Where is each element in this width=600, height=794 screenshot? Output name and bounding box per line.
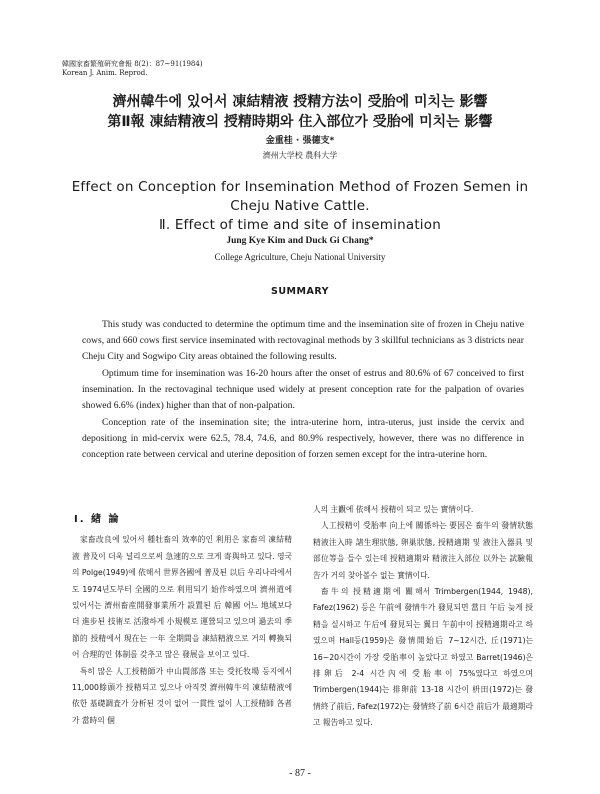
right-paragraph-2: 人工授精이 受胎率 向上에 關係하는 要因은 畜牛의 發情狀態 精液注入時 諸生理狀態, 卵巢狀態, 授精適期 및 液注入器具 및 部位等을 들수 있는데 授精適期와 精液注入部位 以外는 試驗報告가 거의 찾아볼수 없는 實情이다. (313, 521, 533, 580)
english-title-line-1: Effect on Conception for Insemination Method of Frozen Semen in (71, 179, 529, 195)
summary-paragraph-3: Conception rate of the insemination site; the intra-uterine horn, intra-uterus, just inside the cervix and depositiong in mid-cervix were 62.5, 78.4, 74.6, and 80.9% respectively, however, there was no difference in conception rate between cervical and uterine deposition of forzen semen except for the intra-uterine horn. (82, 417, 524, 460)
english-affiliation: College Agriculture, Cheju National University (214, 252, 386, 262)
journal-citation: 韓國家畜繁殖硏究會報 8(2)：87~91(1984) (62, 60, 203, 68)
summary-paragraph-2: Optimum time for insemination was 16-20 hours after the onset of estrus and 80.6% of 67 conceived to first insemination. In the rectovaginal technique used widely at present conception rate for the palpation of ovaries showed 6.6% (index) higher than that of non-palpation. (82, 368, 524, 411)
summary-heading: SUMMARY (271, 286, 329, 297)
korean-title (0, 92, 600, 132)
section-heading-introduction: Ⅰ. 緖 論 (74, 514, 121, 525)
left-column (72, 512, 292, 729)
right-paragraph-3: 畜牛의 授精適期에 關해서 Trimbergen(1944, 1948), Fafez(1962) 등은 午前에 發情牛가 發見되면 當日 午后 늦게 授精을 실시하고 午后에 發見되는 翼日 午前中이 授精適期라고 하였으며 Hall등(1959)은 發情開始后 7~12시간, 丘(1971)는 16~20시간이 가장 受胎率이 높았다고 하였고 Barret(1946)은 排卵后 2-4 시간內에 受胎率이 75%였다고 하였으며 Trimbergen(1944)는 排卵前 13-18 시간이 枡田(1972)는 發情終了前后, Fafez(1972)는 發情終了前 6시간 前后가 最適期라고 報告하고 있다. (313, 587, 533, 728)
page-number: - 87 - (289, 768, 311, 779)
korean-affiliation: 濟州大学校 農科大学 (262, 151, 338, 160)
left-paragraph-1: 家畜改良에 있어서 種牡畜의 效率的인 利用은 家畜의 凍結精液 普及이 더욱 널리으로써 急速的으로 크게 寄與하고 있다. 영국의 Polge(1949)에 依해서 世界各國에 普及된 以后 우리나라에서도 1974년도부터 全國的으로 利用되기 始作하였으며 濟州道에 있어서는 濟州畜産開發事業所가 設置된 后 韓國 어느 地域보다 더 進步된 技術로 活潑하게 小規模로 運營되고 있으며 過去의 季節的 授精에서 現在는 一年 全期間을 凍結精液으로 거의 轉換되어 合理的인 体制를 갖추고 많은 發展을 보이고 있다. (72, 535, 292, 660)
english-title-line-3: Ⅱ. Effect of time and site of insemination (159, 217, 441, 233)
right-column (313, 502, 533, 732)
summary-paragraph-1: This study was conducted to determine the optimum time and the insemination site of frozen in Cheju native cows, and 660 cows first service inseminated with rectovaginal methods by 3 skillful technicians as 3 districts near Cheju City and Sogwipo City areas obtained the following results. (82, 319, 524, 362)
summary-body (82, 317, 524, 464)
english-title (0, 178, 600, 235)
journal-english-name: Korean J. Anim. Reprod. (62, 69, 148, 77)
korean-title-line-2: 第Ⅱ報 凍結精液의 授精時期와 住入部位가 受胎에 미치는 影響 (107, 114, 493, 130)
left-paragraph-2: 특히 많은 人工授精師가 中山間部落 또는 受托牧場 등지에서 11,000餘頭가 授精되고 있으나 아직껏 濟州韓牛의 凍結精液에 依한 基礎調査가 分析된 것이 없어 一貫性 없이 人工授精師 各者가 當時의 個 (72, 666, 292, 725)
journal-info (62, 60, 203, 78)
english-authors: Jung Kye Kim and Duck Gi Chang* (226, 236, 374, 246)
english-title-line-2: Cheju Native Cattle. (230, 198, 370, 214)
right-paragraph-1: 人의 主觀에 依해서 授精이 되고 있는 實情이다. (313, 505, 474, 514)
korean-title-line-1: 濟州韓牛에 있어서 凍結精液 授精方法이 受胎에 미치는 影響 (112, 94, 488, 110)
korean-authors: 金重桂 · 張德支* (265, 136, 335, 146)
